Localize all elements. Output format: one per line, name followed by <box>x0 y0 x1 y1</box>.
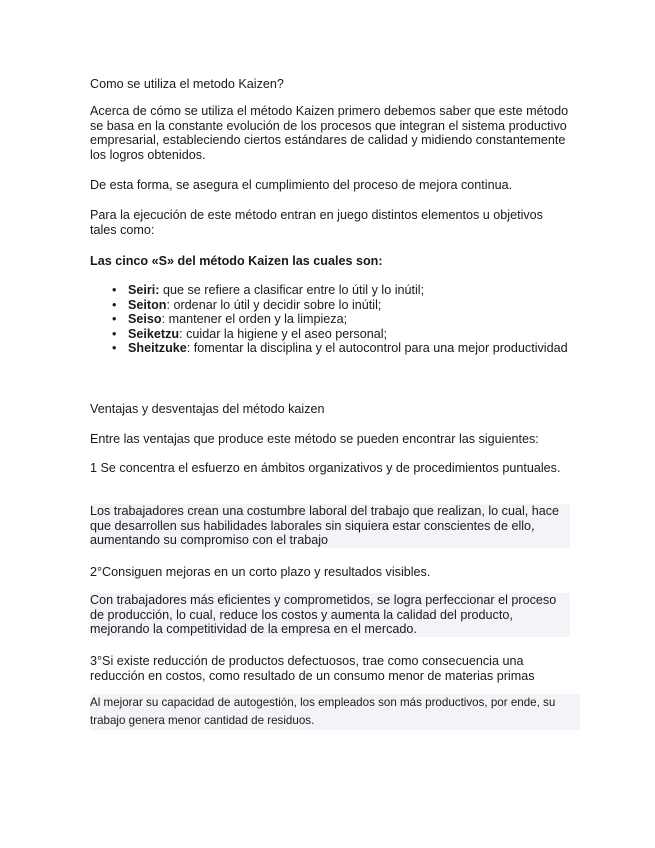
list-item-desc: : mantener el orden y la limpieza; <box>161 312 348 327</box>
list-item-desc: : fomentar la disciplina y el autocontrol para una mejor productividad <box>186 341 568 356</box>
list-item <box>90 298 570 313</box>
list-item-term: Seiketzu <box>128 326 180 341</box>
advantage-2: 2°Consiguen mejoras en un corto plazo y resultados visibles. <box>90 565 431 579</box>
section-intro: Entre las ventajas que produce este método se pueden encontrar las siguientes: <box>90 432 539 446</box>
advantage-2-detail: Con trabajadores más eficientes y comprometidos, se logra perfeccionar el proceso de producción, lo cual, reduce los costos y aumenta la calidad del producto, mejorando la competitividad de la empresa en el mercado. <box>90 593 570 637</box>
list-item-term: Seiri: <box>128 283 160 297</box>
section-title-ventajas: Ventajas y desventajas del método kaizen <box>90 402 325 416</box>
five-s-list <box>90 283 570 356</box>
list-item-desc: que se refiere a clasificar entre lo útil y lo inútil; <box>159 283 425 297</box>
list-item-desc: : cuidar la higiene y el aseo personal; <box>179 326 388 341</box>
paragraph-continuous-improvement: De esta forma, se asegura el cumplimiento del proceso de mejora continua. <box>90 178 513 192</box>
list-item-term: Seiso <box>128 312 162 327</box>
list-item-desc: : ordenar lo útil y decidir sobre lo inútil; <box>166 297 382 312</box>
bullet-icon: • <box>112 312 117 327</box>
list-item-term: Sheitzuke <box>128 341 187 356</box>
list-item <box>90 312 570 327</box>
list-item-term: Seiton <box>128 297 167 312</box>
bullet-icon: • <box>112 341 117 356</box>
list-item <box>90 341 570 356</box>
advantage-1-detail: Los trabajadores crean una costumbre laboral del trabajo que realizan, lo cual, hace que desarrollen sus habilidades laborales sin siquiera estar conscientes de ello, aumentando su compromiso con el trabajo <box>90 504 570 548</box>
advantage-1: 1 Se concentra el esfuerzo en ámbitos organizativos y de procedimientos puntuales. <box>90 461 561 475</box>
list-item <box>90 327 570 342</box>
bullet-icon: • <box>112 297 117 312</box>
list-item <box>90 283 570 298</box>
paragraph-elements: Para la ejecución de este método entran en juego distintos elementos u objetivos tales como: <box>90 208 543 237</box>
bullet-icon: • <box>112 326 117 341</box>
intro-paragraph: Acerca de cómo se utiliza el método Kaizen primero debemos saber que este método se basa en la constante evolución de los procesos que integran el sistema productivo empresarial, estableciendo ciertos estándares de calidad y midiendo constantemente los logros obtenidos. <box>90 104 569 162</box>
five-s-heading: Las cinco «S» del método Kaizen las cuales son: <box>90 254 383 268</box>
bullet-icon: • <box>112 283 117 297</box>
document-title: Como se utiliza el metodo Kaizen? <box>90 77 284 91</box>
advantage-3: 3°Si existe reducción de productos defectuosos, trae como consecuencia una reducción en costos, como resultado de un consumo menor de materias primas <box>90 654 535 683</box>
advantage-3-detail: Al mejorar su capacidad de autogestión, los empleados son más productivos, por ende, su trabajo genera menor cantidad de residuos. <box>90 694 580 730</box>
